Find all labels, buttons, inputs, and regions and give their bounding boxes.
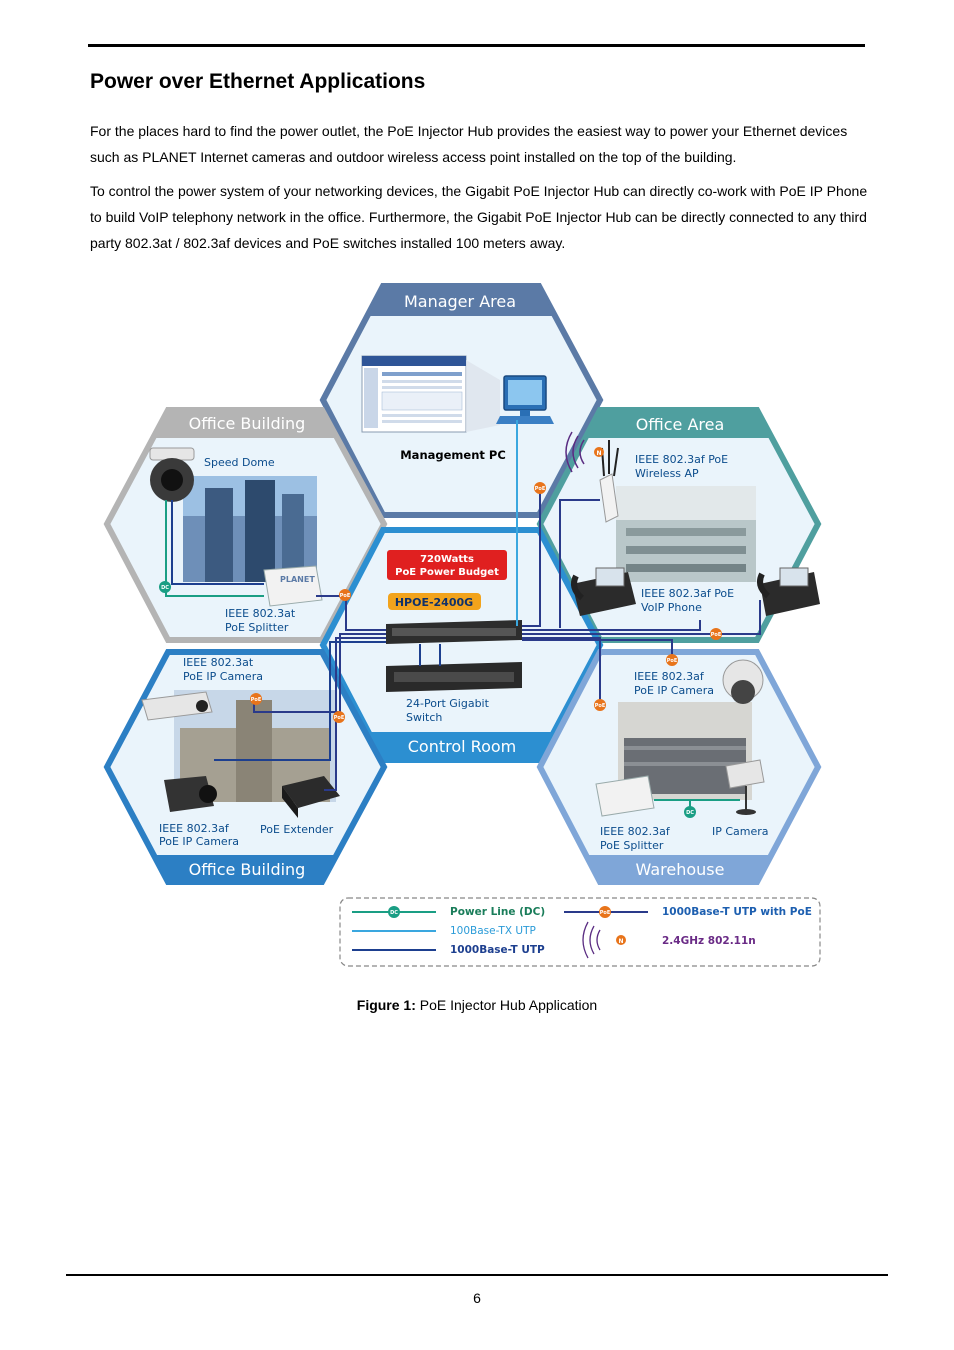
splitter-at-label-1: IEEE 802.3at [225,607,296,620]
svg-text:DC: DC [161,585,169,591]
zone-manager-label: Manager Area [403,292,517,311]
speed-dome-camera-icon [150,448,194,502]
wh-split-label-2: PoE Splitter [600,839,664,852]
page-number: 6 [473,1290,481,1306]
figure-caption-label: Figure 1: [356,997,416,1013]
zone-warehouse-label: Warehouse [635,860,725,879]
cam-af-label-1: IEEE 802.3af [159,822,229,835]
switch-label-1: 24-Port Gigabit [406,697,489,710]
office-photo [616,486,756,582]
model-label: HPOE-2400G [394,596,474,609]
phone-label-2: VoIP Phone [641,601,702,614]
zone-control-room-label: Control Room [407,737,517,756]
svg-text:PoE: PoE [666,658,678,664]
figure-caption-text: PoE Injector Hub Application [415,997,598,1013]
power-budget-label-1: 720Watts [420,554,474,565]
legend-poe-label: 1000Base-T UTP with PoE [662,906,812,918]
extender-label: PoE Extender [260,823,334,836]
svg-text:N: N [596,450,602,457]
power-budget-label-2: PoE Power Budget [395,567,499,578]
cam-at-label-1: IEEE 802.3at [183,656,254,669]
wh-split-label-1: IEEE 802.3af [600,825,670,838]
figure-caption [0,997,954,1013]
top-rule [88,44,865,47]
zone-office-area-label: Office Area [635,415,725,434]
svg-text:N: N [618,938,624,945]
cam-af-label-2: PoE IP Camera [159,835,239,848]
wap-label-1: IEEE 802.3af PoE [635,453,729,466]
ip-camera-label: IP Camera [712,825,769,838]
zone-office-building-top-label: Office Building [188,414,306,433]
building-photo-top [183,476,317,582]
legend [340,898,820,966]
poe-application-diagram [100,282,825,982]
wap-label-2: Wireless AP [635,467,699,480]
pc-monitor-icon [496,376,554,424]
phone-label-1: IEEE 802.3af PoE [641,587,735,600]
zone-office-building-bottom-label: Office Building [188,860,306,879]
svg-text:PoE: PoE [333,715,345,721]
cam-at-label-2: PoE IP Camera [183,670,263,683]
svg-text:PoE: PoE [339,593,351,599]
paragraph-1: For the places hard to find the power outlet, the PoE Injector Hub provides the easiest way to power your Ethernet devices such as PLANET Internet cameras and outdoor wireless access point installed on the top of the building. [90,123,848,165]
svg-text:PoE: PoE [534,486,546,492]
svg-text:PoE: PoE [710,632,722,638]
legend-tx-label: 100Base-TX UTP [450,925,536,937]
paragraph-2: To control the power system of your networking devices, the Gigabit PoE Injector Hub can directly co-work with PoE IP Phone to build VoIP telephony network in the office. Furthermore, the Gigabit PoE Injector Hub can be directly connected to any third party 802.3at / 802.3af devices and PoE switches installed 100 meters away. [90,183,868,251]
switch-label-2: Switch [406,711,443,724]
wh-cam-label-1: IEEE 802.3af [634,670,704,683]
bottom-rule [66,1274,888,1276]
page-title: Power over Ethernet Applications [90,70,426,93]
svg-text:PLANET: PLANET [280,575,315,584]
poe-splitter-at-icon [264,566,322,606]
legend-t-label: 1000Base-T UTP [450,944,545,956]
speed-dome-label: Speed Dome [204,456,275,469]
poe-injector-hub-icon [386,620,522,644]
management-screenshot [362,356,466,432]
legend-dc-label: Power Line (DC) [450,906,546,918]
gigabit-switch-icon [386,662,522,692]
svg-text:PoE: PoE [594,703,606,709]
svg-text:DC: DC [390,910,398,916]
wh-cam-label-2: PoE IP Camera [634,684,714,697]
svg-text:PoE: PoE [250,697,262,703]
management-pc-label: Management PC [400,448,506,462]
svg-text:DC: DC [686,810,694,816]
legend-wifi-label: 2.4GHz 802.11n [662,935,756,947]
svg-text:PoE: PoE [599,910,611,916]
splitter-at-label-2: PoE Splitter [225,621,289,634]
